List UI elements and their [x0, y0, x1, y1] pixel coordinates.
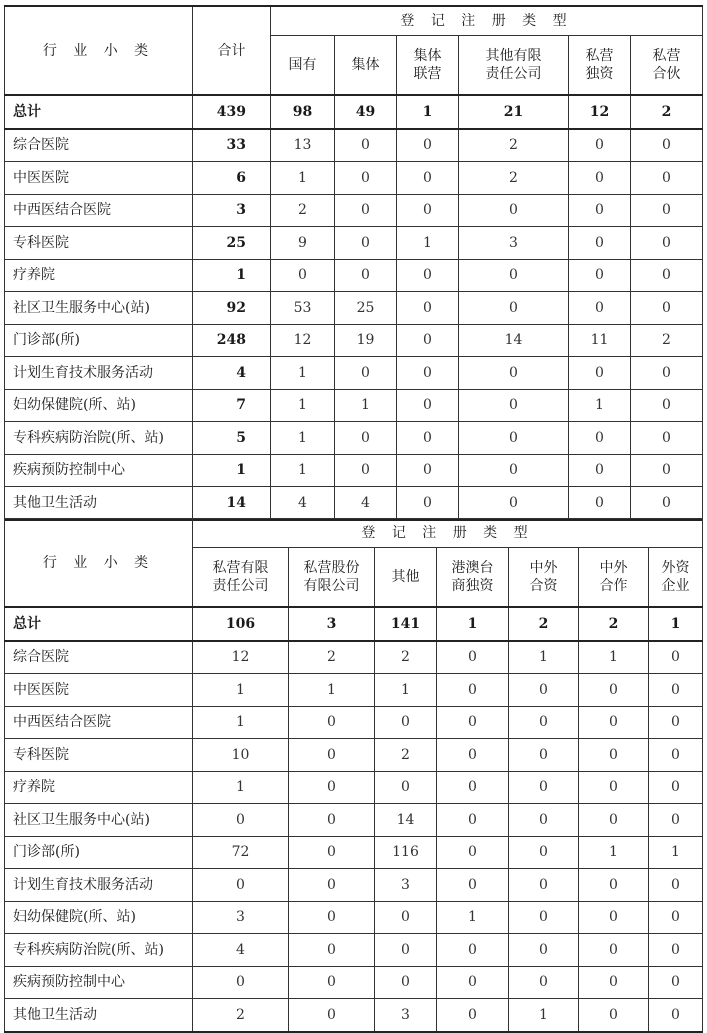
- value-cell: 0: [579, 739, 649, 772]
- value-cell: 2: [271, 194, 335, 227]
- registration-type-group-header: 登 记 注 册 类 型: [271, 6, 703, 36]
- table-row: [5, 739, 703, 772]
- table-row: [5, 674, 703, 707]
- value-cell: 0: [579, 771, 649, 804]
- value-cell: 2: [509, 607, 579, 641]
- row-total-cell: 25: [193, 227, 271, 260]
- value-cell: 1: [579, 836, 649, 869]
- table-row: [5, 607, 703, 641]
- value-cell: 4: [335, 487, 397, 520]
- table-row: [5, 162, 703, 195]
- value-cell: 0: [437, 836, 509, 869]
- value-cell: 3: [193, 901, 289, 934]
- column-header: 港澳台 商独资: [437, 548, 509, 608]
- value-cell: 0: [375, 966, 437, 999]
- table-row: [5, 999, 703, 1032]
- value-cell: 0: [437, 869, 509, 902]
- value-cell: 0: [459, 292, 569, 325]
- row-label: 疗养院: [5, 771, 193, 804]
- column-header: 中外 合作: [579, 548, 649, 608]
- row-label: 中医医院: [5, 674, 193, 707]
- value-cell: 0: [649, 706, 703, 739]
- value-cell: 3: [289, 607, 375, 641]
- column-header: 国有: [271, 36, 335, 96]
- value-cell: 98: [271, 95, 335, 129]
- value-cell: 2: [631, 95, 703, 129]
- value-cell: 12: [271, 324, 335, 357]
- value-cell: 0: [459, 422, 569, 455]
- value-cell: 1: [271, 162, 335, 195]
- value-cell: 2: [375, 641, 437, 674]
- value-cell: 1: [271, 357, 335, 390]
- row-label: 妇幼保健院(所、站): [5, 389, 193, 422]
- table-row: [5, 454, 703, 487]
- table-row: [5, 641, 703, 674]
- value-cell: 2: [579, 607, 649, 641]
- value-cell: 106: [193, 607, 289, 641]
- table-row: [5, 227, 703, 260]
- value-cell: 0: [569, 162, 631, 195]
- value-cell: 0: [437, 706, 509, 739]
- value-cell: 0: [631, 259, 703, 292]
- value-cell: 19: [335, 324, 397, 357]
- value-cell: 0: [193, 869, 289, 902]
- value-cell: 11: [569, 324, 631, 357]
- industry-subcategory-header: 行 业 小 类: [5, 519, 193, 608]
- row-label: 疾病预防控制中心: [5, 966, 193, 999]
- value-cell: 0: [649, 739, 703, 772]
- value-cell: 0: [509, 836, 579, 869]
- value-cell: 0: [437, 966, 509, 999]
- value-cell: 0: [335, 422, 397, 455]
- registration-type-table-1: [4, 5, 703, 521]
- row-total-cell: 7: [193, 389, 271, 422]
- value-cell: 0: [397, 454, 459, 487]
- table-row: [5, 771, 703, 804]
- value-cell: 10: [193, 739, 289, 772]
- value-cell: 0: [289, 739, 375, 772]
- value-cell: 0: [509, 739, 579, 772]
- value-cell: 1: [271, 422, 335, 455]
- column-header: 私营 独资: [569, 36, 631, 96]
- value-cell: 12: [569, 95, 631, 129]
- column-header: 集体 联营: [397, 36, 459, 96]
- row-total-cell: 1: [193, 259, 271, 292]
- value-cell: 1: [193, 706, 289, 739]
- row-label: 妇幼保健院(所、站): [5, 901, 193, 934]
- value-cell: 0: [335, 259, 397, 292]
- value-cell: 0: [397, 324, 459, 357]
- value-cell: 0: [375, 771, 437, 804]
- value-cell: 0: [569, 227, 631, 260]
- value-cell: 9: [271, 227, 335, 260]
- row-label: 门诊部(所): [5, 324, 193, 357]
- value-cell: 0: [437, 999, 509, 1032]
- value-cell: 0: [649, 966, 703, 999]
- value-cell: 0: [569, 259, 631, 292]
- value-cell: 0: [631, 194, 703, 227]
- row-label: 社区卫生服务中心(站): [5, 292, 193, 325]
- value-cell: 0: [631, 487, 703, 520]
- value-cell: 14: [459, 324, 569, 357]
- value-cell: 0: [649, 641, 703, 674]
- table-row: [5, 901, 703, 934]
- value-cell: 1: [271, 389, 335, 422]
- value-cell: 0: [649, 771, 703, 804]
- value-cell: 0: [569, 194, 631, 227]
- value-cell: 1: [569, 389, 631, 422]
- value-cell: 0: [289, 836, 375, 869]
- value-cell: 0: [631, 162, 703, 195]
- registration-type-group-header: 登 记 注 册 类 型: [193, 519, 703, 548]
- table-row: [5, 95, 703, 129]
- value-cell: 0: [579, 804, 649, 837]
- value-cell: 1: [579, 641, 649, 674]
- row-label: 计划生育技术服务活动: [5, 869, 193, 902]
- value-cell: 1: [271, 454, 335, 487]
- value-cell: 0: [335, 357, 397, 390]
- row-label: 疾病预防控制中心: [5, 454, 193, 487]
- row-label: 专科医院: [5, 227, 193, 260]
- value-cell: 0: [649, 869, 703, 902]
- table-row: [5, 487, 703, 520]
- value-cell: 0: [289, 706, 375, 739]
- value-cell: 0: [631, 292, 703, 325]
- table-row: [5, 194, 703, 227]
- table-row: [5, 706, 703, 739]
- value-cell: 0: [631, 454, 703, 487]
- table-row: [5, 934, 703, 967]
- value-cell: 116: [375, 836, 437, 869]
- total-column-header: 合计: [193, 6, 271, 95]
- value-cell: 0: [289, 771, 375, 804]
- value-cell: 0: [509, 934, 579, 967]
- value-cell: 0: [375, 901, 437, 934]
- row-total-cell: 14: [193, 487, 271, 520]
- value-cell: 0: [569, 422, 631, 455]
- value-cell: 0: [375, 934, 437, 967]
- value-cell: 3: [459, 227, 569, 260]
- column-header: 其他有限 责任公司: [459, 36, 569, 96]
- table-row: [5, 422, 703, 455]
- value-cell: 3: [375, 999, 437, 1032]
- row-total-cell: 33: [193, 129, 271, 162]
- value-cell: 0: [631, 227, 703, 260]
- value-cell: 21: [459, 95, 569, 129]
- value-cell: 2: [289, 641, 375, 674]
- table-row: [5, 836, 703, 869]
- value-cell: 0: [335, 454, 397, 487]
- value-cell: 0: [437, 641, 509, 674]
- value-cell: 0: [193, 804, 289, 837]
- value-cell: 0: [437, 739, 509, 772]
- value-cell: 0: [631, 422, 703, 455]
- row-label: 社区卫生服务中心(站): [5, 804, 193, 837]
- value-cell: 0: [289, 966, 375, 999]
- value-cell: 0: [397, 129, 459, 162]
- column-header: 私营股份 有限公司: [289, 548, 375, 608]
- value-cell: 0: [437, 934, 509, 967]
- value-cell: 1: [509, 999, 579, 1032]
- value-cell: 0: [569, 129, 631, 162]
- table-row: [5, 324, 703, 357]
- value-cell: 72: [193, 836, 289, 869]
- value-cell: 3: [375, 869, 437, 902]
- row-label: 专科医院: [5, 739, 193, 772]
- row-label: 中医医院: [5, 162, 193, 195]
- value-cell: 0: [631, 389, 703, 422]
- value-cell: 0: [397, 259, 459, 292]
- value-cell: 0: [289, 934, 375, 967]
- value-cell: 0: [631, 357, 703, 390]
- value-cell: 0: [579, 999, 649, 1032]
- table-row: [5, 129, 703, 162]
- row-label: 门诊部(所): [5, 836, 193, 869]
- value-cell: 2: [631, 324, 703, 357]
- table-row: [5, 966, 703, 999]
- value-cell: 0: [459, 454, 569, 487]
- row-label: 总计: [5, 607, 193, 641]
- value-cell: 0: [579, 966, 649, 999]
- value-cell: 0: [569, 454, 631, 487]
- value-cell: 0: [579, 674, 649, 707]
- value-cell: 0: [509, 869, 579, 902]
- value-cell: 2: [459, 129, 569, 162]
- value-cell: 0: [289, 869, 375, 902]
- column-header: 私营有限 责任公司: [193, 548, 289, 608]
- value-cell: 0: [289, 804, 375, 837]
- value-cell: 0: [335, 129, 397, 162]
- value-cell: 2: [193, 999, 289, 1032]
- value-cell: 0: [289, 999, 375, 1032]
- value-cell: 0: [459, 389, 569, 422]
- value-cell: 0: [579, 901, 649, 934]
- value-cell: 0: [335, 227, 397, 260]
- row-label: 计划生育技术服务活动: [5, 357, 193, 390]
- registration-type-table-2: [4, 518, 703, 1033]
- table-row: [5, 292, 703, 325]
- value-cell: 2: [459, 162, 569, 195]
- value-cell: 1: [509, 641, 579, 674]
- value-cell: 0: [509, 901, 579, 934]
- value-cell: 14: [375, 804, 437, 837]
- table-row: [5, 804, 703, 837]
- value-cell: 0: [509, 966, 579, 999]
- value-cell: 0: [397, 357, 459, 390]
- value-cell: 13: [271, 129, 335, 162]
- row-label: 中西医结合医院: [5, 194, 193, 227]
- row-label: 专科疾病防治院(所、站): [5, 422, 193, 455]
- value-cell: 1: [335, 389, 397, 422]
- column-header: 中外 合资: [509, 548, 579, 608]
- value-cell: 25: [335, 292, 397, 325]
- value-cell: 0: [193, 966, 289, 999]
- value-cell: 0: [579, 706, 649, 739]
- value-cell: 1: [649, 836, 703, 869]
- value-cell: 0: [271, 259, 335, 292]
- row-label: 综合医院: [5, 641, 193, 674]
- value-cell: 0: [335, 162, 397, 195]
- value-cell: 0: [397, 292, 459, 325]
- value-cell: 0: [397, 487, 459, 520]
- value-cell: 0: [459, 487, 569, 520]
- value-cell: 0: [375, 706, 437, 739]
- value-cell: 1: [437, 901, 509, 934]
- value-cell: 0: [397, 422, 459, 455]
- value-cell: 1: [289, 674, 375, 707]
- column-header: 外资 企业: [649, 548, 703, 608]
- row-label: 其他卫生活动: [5, 999, 193, 1032]
- value-cell: 0: [397, 162, 459, 195]
- row-label: 总计: [5, 95, 193, 129]
- value-cell: 0: [579, 934, 649, 967]
- row-total-cell: 439: [193, 95, 271, 129]
- value-cell: 0: [649, 999, 703, 1032]
- value-cell: 0: [569, 487, 631, 520]
- value-cell: 0: [649, 804, 703, 837]
- value-cell: 0: [569, 357, 631, 390]
- value-cell: 0: [437, 771, 509, 804]
- value-cell: 53: [271, 292, 335, 325]
- value-cell: 2: [375, 739, 437, 772]
- value-cell: 1: [193, 771, 289, 804]
- value-cell: 1: [437, 607, 509, 641]
- value-cell: 0: [649, 901, 703, 934]
- column-header: 其他: [375, 548, 437, 608]
- value-cell: 1: [375, 674, 437, 707]
- value-cell: 4: [193, 934, 289, 967]
- value-cell: 0: [459, 357, 569, 390]
- row-label: 疗养院: [5, 259, 193, 292]
- value-cell: 0: [437, 674, 509, 707]
- value-cell: 0: [649, 934, 703, 967]
- column-header: 集体: [335, 36, 397, 96]
- row-total-cell: 5: [193, 422, 271, 455]
- value-cell: 1: [397, 95, 459, 129]
- table-row: [5, 357, 703, 390]
- row-total-cell: 3: [193, 194, 271, 227]
- value-cell: 0: [509, 804, 579, 837]
- value-cell: 4: [271, 487, 335, 520]
- value-cell: 0: [509, 706, 579, 739]
- value-cell: 1: [193, 674, 289, 707]
- row-total-cell: 4: [193, 357, 271, 390]
- value-cell: 0: [631, 129, 703, 162]
- value-cell: 0: [459, 194, 569, 227]
- row-total-cell: 1: [193, 454, 271, 487]
- value-cell: 0: [509, 771, 579, 804]
- value-cell: 0: [437, 804, 509, 837]
- value-cell: 0: [289, 901, 375, 934]
- value-cell: 0: [509, 674, 579, 707]
- industry-subcategory-header: 行 业 小 类: [5, 6, 193, 95]
- table-row: [5, 869, 703, 902]
- value-cell: 49: [335, 95, 397, 129]
- row-label: 专科疾病防治院(所、站): [5, 934, 193, 967]
- value-cell: 0: [649, 674, 703, 707]
- row-label: 中西医结合医院: [5, 706, 193, 739]
- row-label: 其他卫生活动: [5, 487, 193, 520]
- value-cell: 0: [579, 869, 649, 902]
- value-cell: 141: [375, 607, 437, 641]
- value-cell: 1: [397, 227, 459, 260]
- value-cell: 0: [335, 194, 397, 227]
- row-total-cell: 248: [193, 324, 271, 357]
- table-row: [5, 259, 703, 292]
- value-cell: 12: [193, 641, 289, 674]
- row-total-cell: 92: [193, 292, 271, 325]
- value-cell: 0: [397, 389, 459, 422]
- row-total-cell: 6: [193, 162, 271, 195]
- value-cell: 0: [397, 194, 459, 227]
- column-header: 私营 合伙: [631, 36, 703, 96]
- value-cell: 0: [459, 259, 569, 292]
- row-label: 综合医院: [5, 129, 193, 162]
- value-cell: 0: [569, 292, 631, 325]
- value-cell: 1: [649, 607, 703, 641]
- table-row: [5, 389, 703, 422]
